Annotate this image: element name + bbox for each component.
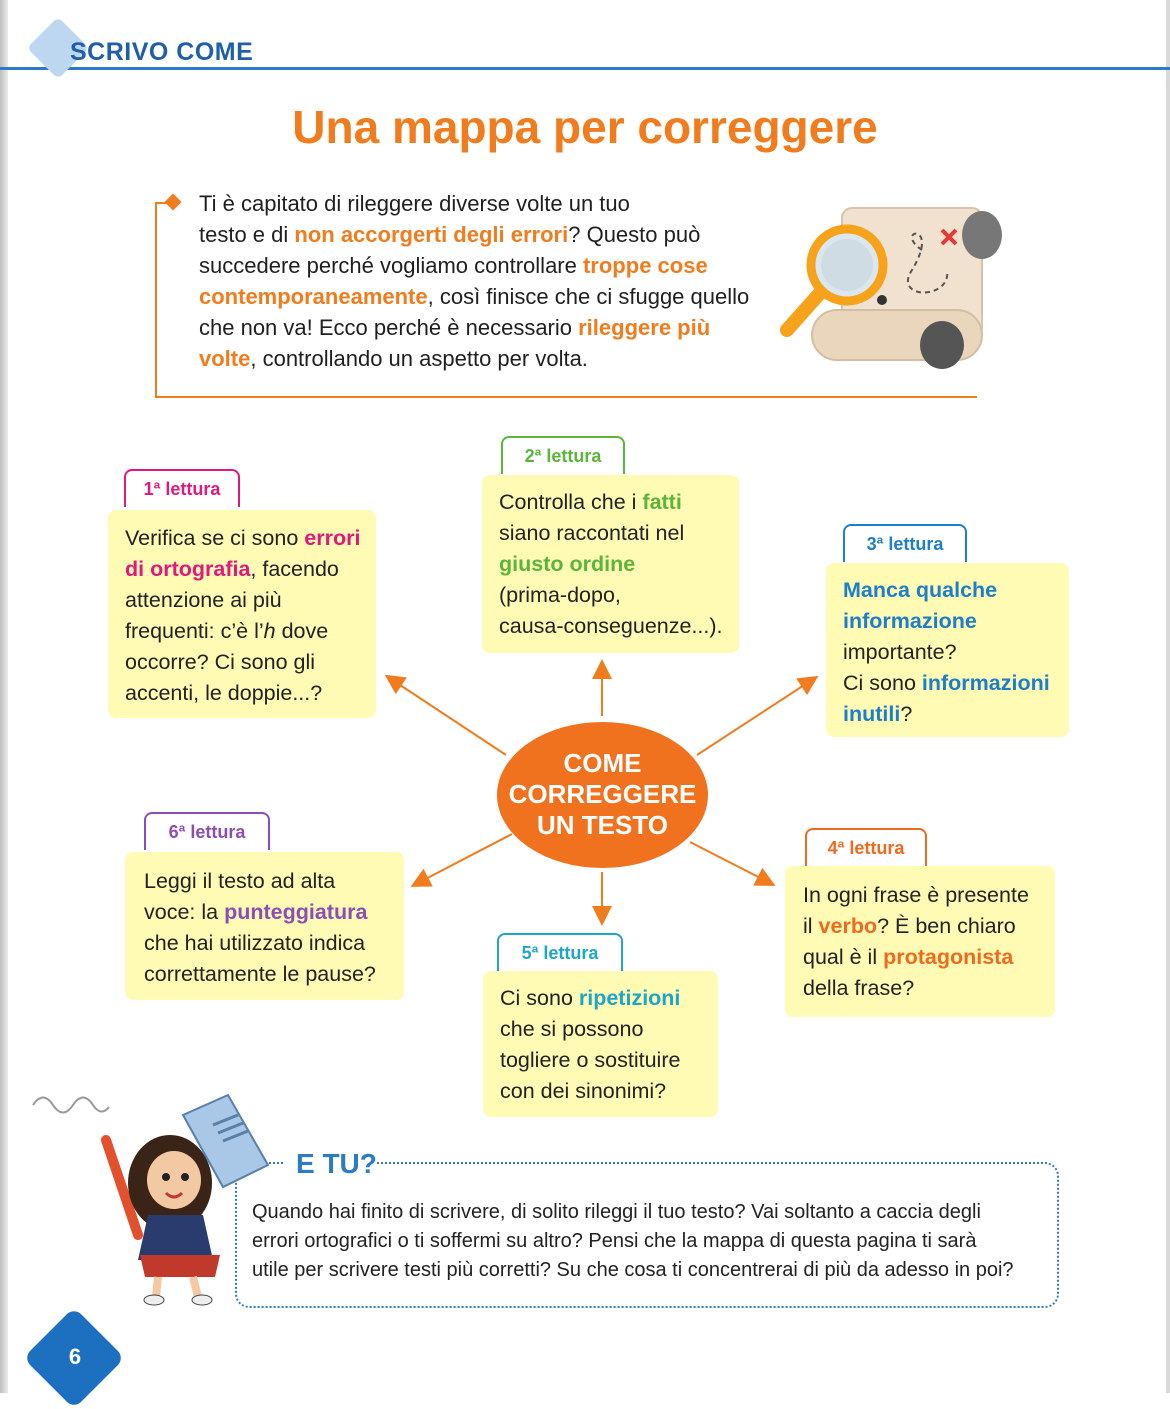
- center-node-label: COME CORREGGERE UN TESTO: [508, 748, 697, 840]
- etu-title: E TU?: [296, 1148, 377, 1179]
- etu-text: Quando hai finito di scrivere, di solito rileggi il tuo testo? Vai soltanto a caccia degli errori ortografici o ti soffermi su altro? Pensi che la mappa di questa pagina ti sarà utile per scrivere testi più corretti? Su che cosa ti concentrerai di più da adesso in poi?: [252, 1201, 1014, 1281]
- card-reading-5: Ci sono ripetizioni che si possono togliere o sostituire con dei sinonimi?: [483, 971, 718, 1117]
- tab-reading-2: 2ª lettura: [501, 436, 625, 474]
- tab-reading-5: 5ª lettura: [497, 933, 623, 971]
- card-reading-1: Verifica se ci sono errori di ortografia, facendo attenzione ai più frequenti: c’è l’h dove occorre? Ci sono gli accenti, le doppie...?: [108, 510, 376, 718]
- page-number: 6: [68, 1344, 82, 1369]
- tab-reading-3: 3ª lettura: [843, 524, 967, 562]
- tab-reading-6: 6ª lettura: [144, 812, 270, 850]
- card-reading-4: In ogni frase è presente il verbo? È ben chiaro qual è il protagonista della frase?: [785, 866, 1055, 1017]
- tab-reading-4: 4ª lettura: [805, 828, 927, 866]
- card-reading-3: Manca qualche informazione importante? Ci sono informazioni inutili?: [826, 563, 1069, 737]
- intro-text: Ti è capitato di rileggere diverse volte un tuo testo e di non accorgerti degli errori? Questo può succedere perché vogliamo controllare troppe cose contemporaneamente, così finisce che ci sfugge quello che non va! Ecco perché è necessario rileggere più volte, controllando un aspetto per volta.: [199, 191, 750, 371]
- girl-illustration: [28, 1085, 278, 1310]
- card-reading-2: Controlla che i fatti siano raccontati nel giusto ordine (prima-dopo, causa-conseguenze...).: [482, 475, 739, 653]
- card-reading-6: Leggi il testo ad alta voce: la punteggiatura che hai utilizzato indica correttamente le pause?: [125, 852, 404, 1000]
- page-title: Una mappa per correggere: [292, 101, 878, 153]
- tab-reading-1: 1ª lettura: [124, 469, 240, 507]
- section-label: SCRIVO COME: [70, 38, 254, 66]
